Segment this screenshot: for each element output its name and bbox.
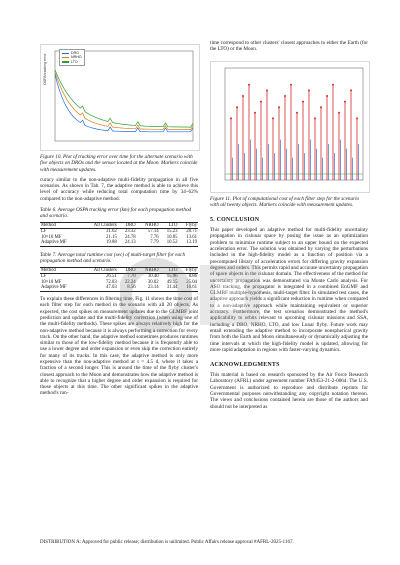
left-column <box>40 40 198 397</box>
cost-marker <box>320 106 322 108</box>
figure-11 <box>210 61 370 193</box>
table-row: LF 31.62 23.32 57.14 15.23 28.71 <box>41 229 197 235</box>
figure-10-ylabel: OSPA tracking error <box>43 53 47 85</box>
legend-item-nrho: NRHO <box>62 55 82 59</box>
legend-item-dro: DRO <box>62 51 82 55</box>
table-row: Adaptive MF 47.03 8.56 23.14 31.44 16.61 <box>41 285 197 291</box>
body-paragraph: curacy similar to the non-adaptive multi-fidelity propagation in all five scenarios. As shown in Tab. 7, the adaptive method is able to achieve this level of accuracy while reducing total computation time by 34–62% compared to the non-adaptive method. <box>40 176 198 202</box>
cost-marker <box>308 89 310 91</box>
cost-marker <box>302 100 304 102</box>
table-7-caption: Table 7. Average total runtime cost (sec) of multi-target filter for each propagation method and scenario. <box>40 252 186 265</box>
body-paragraph: To explain these differences in filtering time, Fig. 11 shows the time cost of each filter step for each method in the scenario with all 20 objects. As expected, the cost spikes on measurement updates due to the GLMBF joint prediction and update and the multi-fidelity correction (when using one of the multi-fidelity methods). These spikes are always relatively high for the non-adaptive method because it is always performing a correction for every track. On the other hand, the adaptive method sometimes produces runtimes similar to those of the low-fidelity method because it is frequently able to use a lower degree and order expansion or even skip the correction entirely for many of its tracks. In this case, the adaptive method is only more expensive than the non-adaptive method at t = 4.5 d, where it takes a fraction of a second longer. This is around the time of the flyby cluster's closest approach to the Moon and demonstrates how the adaptive method is able to recognize that a higher degree and order expansion is required for those objects at this time. The other significant spikes in the adaptive method's run- <box>40 296 198 397</box>
cost-marker <box>290 83 292 85</box>
table-6-header-row: Method All Clusters DRO NRHO LTO Flyby <box>41 222 197 228</box>
body-paragraph: This paper developed an adaptive method for multi-fidelity uncertainty propagation in cislunar space by posing the issue as an optimization problem to minimize runtime subject to an upper bound on the expected acceleration error. The solution was obtained by varying the perturbations included in the high-fidelity model as a function of position via a precomputed library of acceleration errors for differing gravity expansion degrees and orders. This permits rapid and accurate uncertainty propagation of space objects in the cislunar domain. The effectiveness of the method for uncertainty propagation was demonstrated via Monte Carlo analysis. For ASO tracking, the propagator is integrated in a combined EnGMF and GLMBF multiple-hypothesis, multi-target filter. In simulated test cases, the adaptive approach yields a significant reduction in runtime when compared to a non-adaptive approach while maintaining equivalent or superior accuracy. Furthermore, the test scenarios demonstrated the method's applicability to orbits relevant to upcoming cislunar missions and SSA, including a DRO, NRHO, LTO, and low Lunar flyby. Future work may entail extending the adaptive method to incorporate nonspherical gravity from both the Earth and Moon simultaneously or dynamically adjusting the time intervals at which the high-fidelity model is updated, allowing for more rapid adaptation in regions with faster-varying dynamics. <box>210 227 368 353</box>
cost-marker <box>338 111 340 113</box>
cost-marker <box>248 83 250 85</box>
figure-10-legend <box>59 49 85 66</box>
series-line <box>55 72 193 129</box>
cost-marker <box>254 111 256 113</box>
cost-marker <box>350 89 352 91</box>
cost-marker <box>266 89 268 91</box>
body-paragraph: This material is based on research sponsored by the Air Force Research Laboratory (AFRL) under agreement number FA9453-21-2-0064. The U.S. Government is authorized to reproduce and distribute reprints for Governmental purposes notwithstanding any copyright notation thereon. The views and conclusions contained herein are those of the authors and should not be interpreted as <box>210 372 368 410</box>
cost-marker <box>356 117 358 119</box>
cost-marker <box>236 106 238 108</box>
series-line <box>55 74 193 131</box>
section-heading-conclusion: 5. CONCLUSION <box>210 217 260 224</box>
right-column <box>210 40 368 410</box>
figure-11-plot <box>211 62 369 192</box>
table-row: 10×10 MF 21.15 24.78 7.76 10.85 13.61 <box>41 234 197 240</box>
table-row: 10×10 MF 72.83 22.24 30.02 49.15 25.04 <box>41 279 197 285</box>
cost-marker <box>326 95 328 97</box>
table-row: Adaptive MF 19.88 24.13 7.79 10.52 13.19 <box>41 240 197 246</box>
cost-marker <box>230 117 232 119</box>
figure-10 <box>40 44 200 151</box>
section-heading-acknowledgments: ACKNOWLEDGMENTS <box>210 362 280 369</box>
figure-11-caption: Figure 11. Plot of computational cost of each filter step for the scenario with all twenty objects. Markers coincide with measurement updates. <box>210 195 360 208</box>
table-6-caption: Table 6. Average OSPA tracking error (km) for each propagation method and scenario. <box>40 207 192 220</box>
plot-frame <box>225 68 363 180</box>
distribution-footer: DISTRIBUTION A: Approved for public release; distribution is unlimited. Public Affairs release approval #AFRL-2025-1167. <box>40 540 294 545</box>
cost-marker <box>272 117 274 119</box>
legend-item-lto: LTO <box>62 60 82 64</box>
cost-marker <box>296 111 298 113</box>
figure-10-caption: Figure 10. Plot of tracking error over time for the alternate scenario with five objects on DROs and the sensor located at the Moon. Markers coincide with measurement updates. <box>40 154 198 173</box>
table-7-header-row: Method All Clusters DRO NRHO LTO Flyby <box>41 267 197 273</box>
cost-marker <box>278 106 280 108</box>
cost-marker <box>284 95 286 97</box>
body-paragraph: time correspond to other clusters' closest approaches to either the Earth (for the LTO) or the Moon. <box>210 40 368 53</box>
table-7 <box>40 267 198 292</box>
cost-marker <box>344 100 346 102</box>
cost-marker <box>242 95 244 97</box>
cost-marker <box>314 117 316 119</box>
cost-marker <box>260 100 262 102</box>
table-row: LF 26.51 7.70 10.40 15.96 8.86 <box>41 274 197 280</box>
cost-marker <box>332 83 334 85</box>
table-6 <box>40 222 198 247</box>
